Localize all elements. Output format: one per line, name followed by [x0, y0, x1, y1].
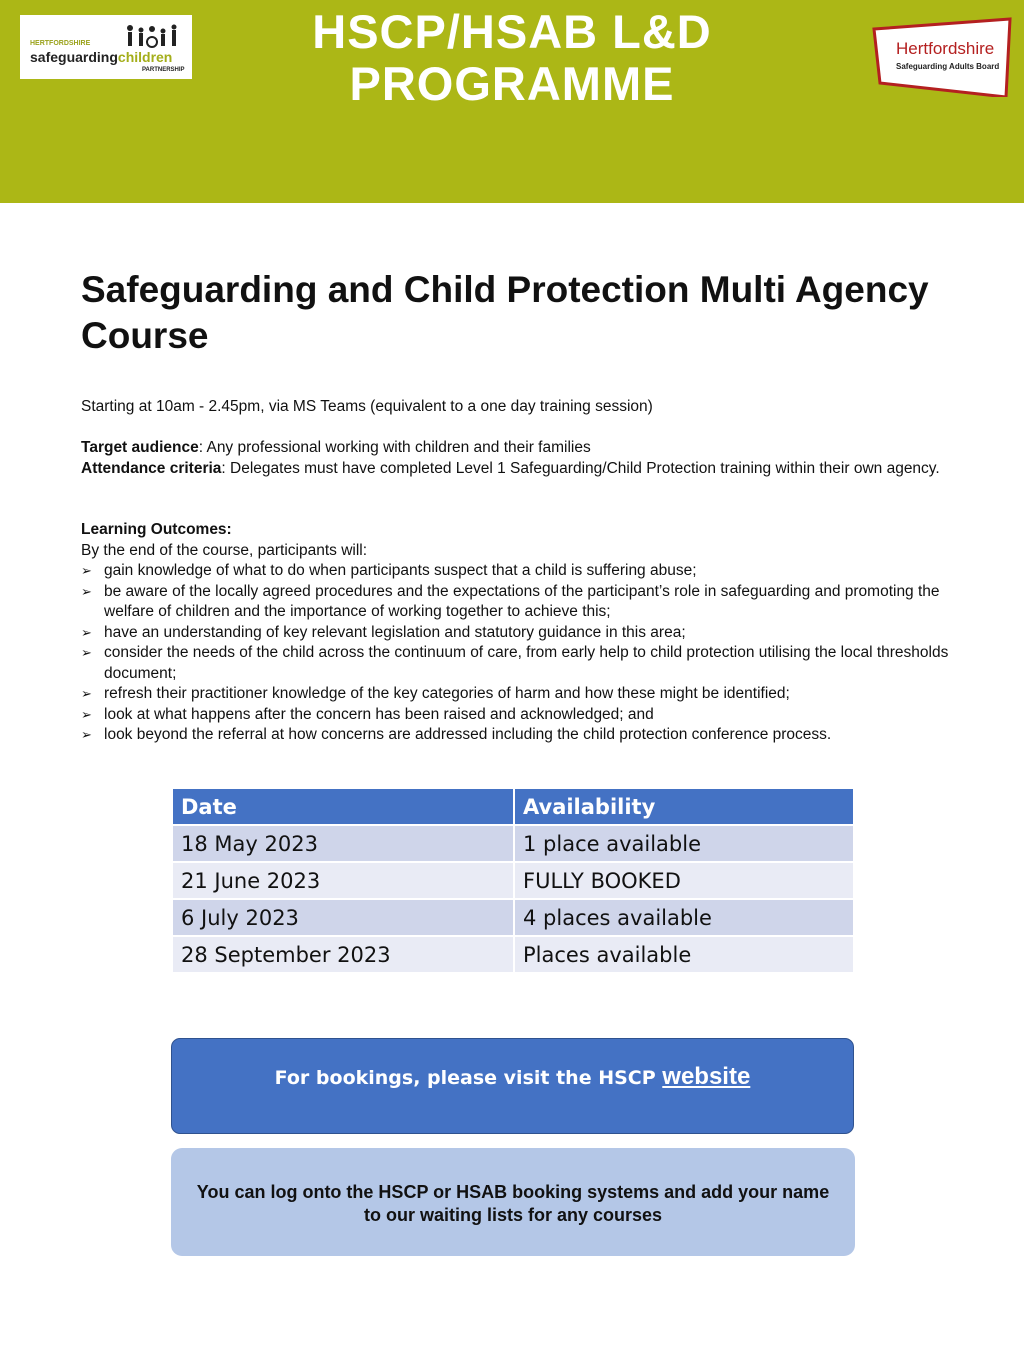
hscp-logo-name-dark: safeguarding [30, 49, 118, 65]
availability-table [171, 787, 855, 974]
table-row [172, 862, 854, 899]
attendance-criteria-text: : Delegates must have completed Level 1 Safeguarding/Child Protection training within their own agency. [221, 459, 940, 477]
arrow-bullet-icon: ➢ [81, 645, 92, 660]
hsab-logo-subtitle: Safeguarding Adults Board [896, 62, 1000, 71]
hscp-logo-county: HERTFORDSHIRE [30, 40, 91, 47]
attendance-criteria-label: Attendance criteria [81, 459, 222, 477]
list-item [81, 623, 981, 644]
list-item [81, 705, 981, 726]
column-header-date: Date [172, 788, 514, 825]
list-item [81, 643, 981, 684]
hsab-logo-title: Hertfordshire [896, 39, 995, 58]
outcome-text: look beyond the referral at how concerns are addressed including the child protection conference process. [104, 726, 832, 743]
audience-section [81, 438, 981, 479]
hsab-logo [872, 17, 1012, 97]
header-banner [0, 0, 1024, 203]
hscp-logo-name [30, 49, 172, 65]
table-row [172, 936, 854, 973]
children-figures-icon [124, 24, 180, 48]
availability-cell: Places available [514, 936, 854, 973]
learning-outcomes-intro: By the end of the course, participants will: [81, 541, 368, 559]
outcome-text: consider the needs of the child across the continuum of care, from early help to child protection utilising the local thresholds document; [104, 644, 949, 682]
outcome-text: refresh their practitioner knowledge of the key categories of harm and how these might be identified; [104, 685, 790, 702]
arrow-bullet-icon: ➢ [81, 563, 92, 578]
list-item [81, 684, 981, 705]
learning-outcomes-label: Learning Outcomes: [81, 521, 232, 538]
arrow-bullet-icon: ➢ [81, 583, 92, 599]
hscp-logo-partnership: PARTNERSHIP [142, 67, 185, 73]
website-link[interactable]: website [662, 1063, 751, 1090]
target-audience-label: Target audience [81, 439, 199, 456]
header-title-line2: PROGRAMME [349, 57, 675, 110]
waiting-list-text: You can log onto the HSCP or HSAB booking systems and add your name to our waiting lists for any courses [196, 1182, 830, 1225]
outcome-text: look at what happens after the concern has been raised and acknowledged; and [104, 705, 654, 723]
date-cell: 6 July 2023 [172, 899, 514, 936]
booking-text: For bookings, please visit the HSCP [274, 1067, 663, 1089]
hscp-logo-name-green: children [117, 49, 173, 65]
learning-outcomes [81, 520, 981, 746]
course-title: Safeguarding and Child Protection Multi Agency Course [81, 269, 929, 356]
waiting-list-callout [171, 1148, 855, 1256]
course-timing: Starting at 10am - 2.45pm, via MS Teams (equivalent to a one day training session) [81, 398, 653, 415]
arrow-bullet-icon: ➢ [81, 706, 92, 722]
table-row [172, 899, 854, 936]
arrow-bullet-icon: ➢ [81, 624, 92, 640]
availability-cell: 1 place available [514, 825, 854, 862]
booking-text-line [172, 1063, 853, 1091]
date-cell: 21 June 2023 [172, 862, 514, 899]
date-cell: 18 May 2023 [172, 825, 514, 862]
availability-cell: 4 places available [514, 899, 854, 936]
availability-cell: FULLY BOOKED [514, 862, 854, 899]
list-item [81, 582, 981, 623]
page-header-title [250, 6, 774, 110]
table-row [172, 825, 854, 862]
outcome-text: have an understanding of key relevant legislation and statutory guidance in this area; [104, 623, 686, 641]
target-audience-text: : Any professional working with children and their families [198, 439, 591, 456]
list-item [81, 561, 981, 582]
attendance-criteria [81, 459, 981, 480]
outcomes-list [81, 561, 981, 746]
list-item [81, 725, 981, 746]
arrow-bullet-icon: ➢ [81, 727, 92, 742]
table-header-row [172, 788, 854, 825]
header-title-line1: HSCP/HSAB L&D [312, 5, 712, 58]
outcome-text: be aware of the locally agreed procedures and the expectations of the participant’s role in safeguarding and promoting the welfare of children and the importance of working together to achieve this; [104, 582, 940, 620]
date-cell: 28 September 2023 [172, 936, 514, 973]
booking-callout [171, 1038, 854, 1134]
arrow-bullet-icon: ➢ [81, 686, 92, 701]
target-audience [81, 438, 981, 459]
hscp-logo [20, 15, 192, 79]
column-header-availability: Availability [514, 788, 854, 825]
outcome-text: gain knowledge of what to do when participants suspect that a child is suffering abuse; [104, 562, 697, 579]
